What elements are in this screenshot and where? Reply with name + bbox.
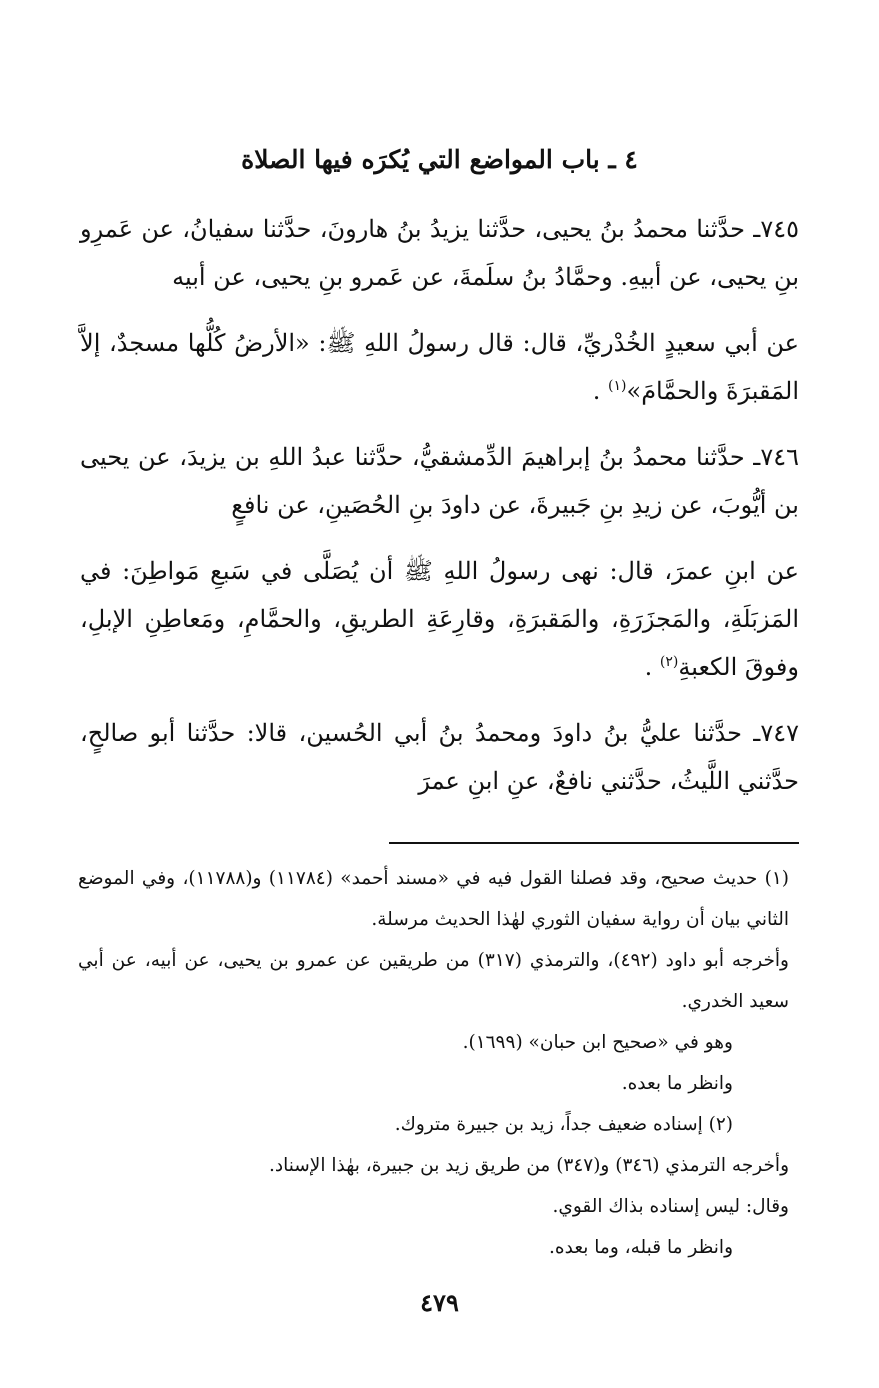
footnote-1-line-3: وهو في «صحيح ابن حبان» (١٦٩٩). <box>462 1032 733 1053</box>
hadith-746-chain: ٧٤٦ـ حدَّثنا محمدُ بنُ إبراهيمَ الدِّمشقيُّ، حدَّثنا عبدُ اللهِ بن يزيدَ، عن يحيى بن أيُّوبَ، عن زيدِ بنِ جَبيرةَ، عن داودَ بنِ الحُصَينِ، عن نافعٍ <box>80 443 799 519</box>
hadith-746-matn-text: عن ابنِ عمرَ، قال: نهى رسولُ اللهِ ﷺ أن يُصَلَّى في سَبعِ مَواطِنَ: في المَزبَلَةِ، والمَجزَرَةِ، والمَقبرَةِ، وقارِعَةِ الطريقِ، والحمَّامِ، ومَعاطِنِ الإبلِ، وفوقَ الكعبةِ <box>80 557 799 681</box>
footnote-2-line-4: وانظر ما قبله، وما بعده. <box>549 1237 733 1258</box>
hadith-746-matn <box>80 547 799 691</box>
footnote-1-line-2: وأخرجه أبو داود (٤٩٢)، والترمذي (٣١٧) من طريقين عن عمرو بن يحيى، عن أبيه، عن أبي سعيد الخدري. <box>78 950 789 1012</box>
footnote-1: (١) حديث صحيح، وقد فصلنا القول فيه في «مسند أحمد» (١١٧٨٤) و(١١٧٨٨)، وفي الموضع الثاني بيان أن رواية سفيان الثوري لهٰذا الحديث مرسلة. <box>78 868 790 930</box>
footnote-2-line-3: وقال: ليس إسناده بذاك القوي. <box>552 1196 789 1217</box>
hadith-745-chain: ٧٤٥ـ حدَّثنا محمدُ بنُ يحيى، حدَّثنا يزيدُ بنُ هارونَ، حدَّثنا سفيانُ، عن عَمرِو بنِ يحيى، عن أبيهِ. وحمَّادُ بنُ سلَمةَ، عن عَمرو بنِ يحيى، عن أبيه <box>80 215 799 291</box>
hadith-746-end: . <box>644 653 660 681</box>
hadith-745-end: . <box>592 377 609 405</box>
hadith-747-chain: ٧٤٧ـ حدَّثنا عليُّ بنُ داودَ ومحمدُ بنُ أبي الحُسين، قالا: حدَّثنا أبو صالحٍ، حدَّثني اللَّيثُ، حدَّثني نافعٌ، عنِ ابنِ عمرَ <box>80 719 799 795</box>
hadith-745-matn-text: عن أبي سعيدٍ الخُدْريِّ، قال: قال رسولُ اللهِ ﷺ: «الأرضُ كُلُّها مسجدٌ، إلاَّ المَقبرَةَ والحمَّامَ» <box>80 329 799 405</box>
footnote-2: (٢) إسناده ضعيف جداً، زيد بن جبيرة متروك. <box>394 1114 733 1135</box>
page-number: ٤٧٩ <box>420 1288 459 1317</box>
footnote-ref-1: (١) <box>608 378 627 394</box>
footnotes <box>78 858 789 1268</box>
footnote-ref-2: (٢) <box>659 654 679 670</box>
footnote-1-line-4: وانظر ما بعده. <box>621 1073 733 1094</box>
footnote-2-line-2: وأخرجه الترمذي (٣٤٦) و(٣٤٧) من طريق زيد بن جبيرة، بهٰذا الإسناد. <box>268 1155 789 1176</box>
hadith-745-matn <box>80 319 799 415</box>
chapter-title: ٤ ـ باب المواضع التي يُكرَه فيها الصلاة <box>241 145 638 174</box>
footnote-divider <box>389 842 799 844</box>
main-text <box>80 205 799 823</box>
